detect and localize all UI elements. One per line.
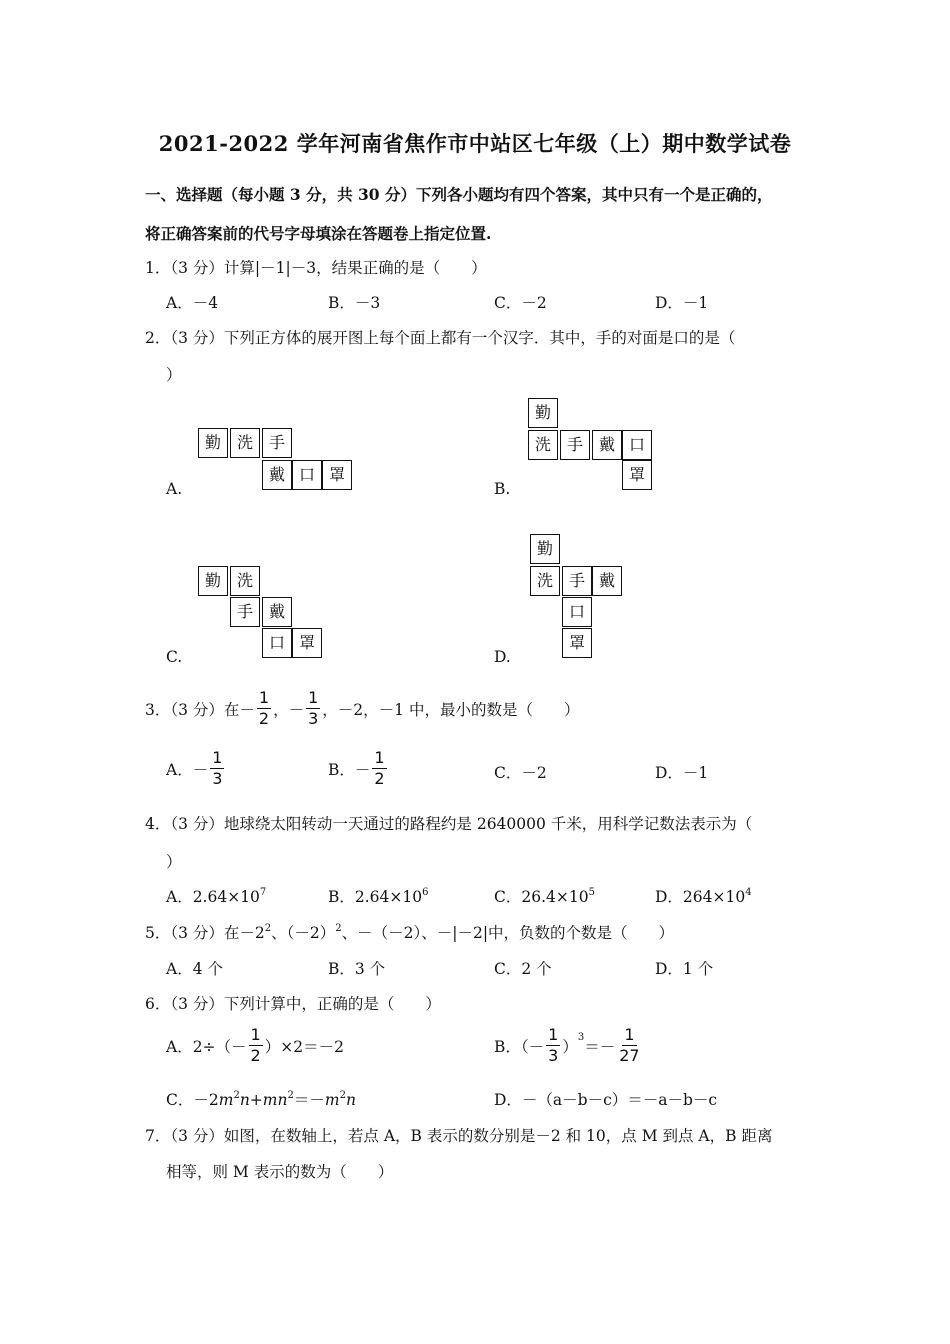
question-5-stem: [145, 921, 674, 943]
question-1-stem: 1．（3 分）计算|－1|－3，结果正确的是（ ）: [145, 259, 487, 277]
q6-c-m1: m: [218, 1091, 234, 1109]
q4-a-base: A．2.64×10: [166, 888, 260, 906]
q4-option-a[interactable]: [166, 885, 266, 907]
q6-option-c[interactable]: [166, 1088, 356, 1110]
q3-prefix: 3．（3 分）在－: [145, 700, 255, 719]
question-7-stem-line2: 相等，则 M 表示的数为（ ）: [166, 1163, 394, 1181]
net-d-cell-kou: 口: [562, 597, 592, 627]
net-d-cell-xi: 洗: [530, 566, 560, 596]
section-instruction-line1: 一、选择题（每小题 3 分，共 30 分）下列各小题均有四个答案，其中只有一个是正确的，: [145, 185, 773, 204]
q5-s2: 、（－2）: [271, 924, 336, 942]
q3-option-c[interactable]: C．－2: [494, 764, 547, 782]
net-c-cell-dai: 戴: [262, 597, 292, 627]
q6-c-m2: mn: [262, 1091, 288, 1109]
q6-c-e2: 2: [287, 1089, 294, 1101]
question-4-stem-line2: ）: [166, 853, 182, 871]
q6-a-pre: A．2÷（－: [166, 1037, 247, 1056]
q6-c-plus: +: [249, 1091, 263, 1109]
q3-b-label: B．－: [328, 760, 371, 779]
q6-a-post: ）×2＝－2: [264, 1037, 344, 1056]
q5-s3: 、－（－2）、－|－2|中，负数的个数是（ ）: [341, 924, 675, 942]
q6-b-eq: ＝－: [584, 1037, 616, 1056]
q5-option-d[interactable]: D．1 个: [655, 960, 714, 978]
q4-option-d[interactable]: [655, 885, 752, 907]
q4-c-exp: 5: [588, 886, 595, 898]
q3-fraction-2: [306, 688, 320, 729]
net-c-cell-xi: 洗: [230, 566, 260, 596]
question-2-stem-line2: ）: [166, 366, 182, 384]
q3-b-numerator: 1: [374, 748, 385, 767]
q6-option-d[interactable]: D．－（a－b－c）＝－a－b－c: [494, 1091, 718, 1109]
question-4-stem-line1: 4．（3 分）地球绕太阳转动一天通过的路程约是 2640000 千米，用科学记数法表示为（: [145, 815, 753, 833]
net-d-cell-shou: 手: [562, 566, 592, 596]
q6-c-n3: n: [345, 1091, 356, 1109]
q3-f1-denominator: 2: [258, 709, 270, 728]
q6-b-denominator: 3: [548, 1046, 559, 1065]
q3-fraction-1: [257, 688, 271, 729]
q6-b-result-denominator: 27: [619, 1046, 640, 1065]
q4-c-base: C．26.4×10: [494, 888, 589, 906]
q6-b-result-fraction: [617, 1025, 641, 1066]
net-d-cell-dai: 戴: [592, 566, 622, 596]
q3-option-b[interactable]: [328, 748, 389, 789]
q3-sep1: ，－: [273, 700, 305, 719]
q5-e2: 2: [335, 922, 342, 934]
q6-a-numerator: 1: [250, 1025, 261, 1044]
q2-option-b[interactable]: B.: [494, 480, 511, 498]
q5-e1: 2: [264, 922, 272, 934]
q6-c-n1: n: [239, 1091, 250, 1109]
q3-a-label: A．－: [166, 760, 209, 779]
q6-a-fraction: [249, 1025, 263, 1066]
q4-a-exp: 7: [259, 886, 267, 898]
q2-option-d[interactable]: D.: [494, 648, 511, 666]
net-d-cell-qin: 勤: [530, 534, 560, 564]
net-b-cell-zhao: 罩: [622, 460, 652, 490]
q6-c-m3: m: [324, 1091, 340, 1109]
net-b-cell-xi: 洗: [528, 430, 558, 460]
q6-b-numerator: 1: [548, 1025, 559, 1044]
q3-f2-denominator: 3: [308, 709, 319, 728]
q3-a-numerator: 1: [212, 748, 223, 767]
q6-c-eq: ＝－: [293, 1091, 325, 1109]
net-a-cell-zhao: 罩: [322, 460, 352, 490]
q1-option-a[interactable]: A．－4: [166, 294, 219, 312]
net-a-cell-dai: 戴: [262, 460, 292, 490]
q6-c-e3: 2: [339, 1089, 346, 1101]
question-7-stem-line1: 7．（3 分）如图，在数轴上，若点 A，B 表示的数分别是－2 和 10，点 M 到点 A，B 距离: [145, 1127, 773, 1145]
net-c-cell-kou: 口: [262, 628, 292, 658]
page-title: 2021-2022 学年河南省焦作市中站区七年级（上）期中数学试卷: [158, 131, 792, 156]
q6-a-denominator: 2: [250, 1046, 261, 1065]
q6-option-b[interactable]: [494, 1025, 644, 1066]
net-a-cell-kou: 口: [292, 460, 322, 490]
net-c-cell-zhao: 罩: [292, 628, 322, 658]
net-c-cell-shou: 手: [230, 597, 260, 627]
q3-option-a[interactable]: [166, 748, 226, 789]
q4-d-exp: 4: [745, 886, 752, 898]
q3-a-denominator: 3: [212, 769, 223, 788]
q3-b-denominator: 2: [374, 769, 385, 788]
net-a-cell-qin: 勤: [198, 428, 228, 458]
q5-s1: 5．（3 分）在－2: [145, 924, 265, 942]
net-d-cell-zhao: 罩: [562, 628, 592, 658]
q5-option-c[interactable]: C．2 个: [494, 960, 552, 978]
q3-rest: ，－2，－1 中，最小的数是（ ）: [322, 700, 580, 719]
net-b-cell-dai: 戴: [592, 430, 622, 460]
q2-option-a[interactable]: A.: [166, 480, 183, 498]
q6-b-pre: B．（－: [494, 1037, 545, 1056]
net-b-cell-kou: 口: [622, 430, 652, 460]
q1-option-b[interactable]: B．－3: [328, 294, 381, 312]
q6-c-e1: 2: [233, 1089, 240, 1101]
question-3-stem: [145, 688, 579, 729]
question-2-stem-line1: 2．（3 分）下列正方体的展开图上每个面上都有一个汉字．其中，手的对面是口的是（: [145, 329, 736, 347]
q3-f2-numerator: 1: [308, 688, 319, 707]
question-6-stem: 6．（3 分）下列计算中，正确的是（ ）: [145, 995, 441, 1013]
q1-option-c[interactable]: C．－2: [494, 294, 547, 312]
q3-b-fraction: [372, 748, 386, 789]
q4-b-exp: 6: [422, 886, 429, 898]
q6-b-fraction: [546, 1025, 560, 1066]
net-c-cell-qin: 勤: [198, 566, 228, 596]
q6-b-mid: ）: [562, 1037, 578, 1056]
q6-b-result-numerator: 1: [624, 1025, 635, 1044]
q4-d-base: D．264×10: [655, 888, 746, 906]
q1-option-d[interactable]: D．－1: [655, 294, 709, 312]
q6-option-a[interactable]: [166, 1025, 344, 1066]
net-b-cell-shou: 手: [560, 430, 590, 460]
section-instruction-line2: 将正确答案前的代号字母填涂在答题卷上指定位置.: [145, 224, 492, 243]
net-b-cell-qin: 勤: [528, 398, 558, 428]
q4-option-c[interactable]: [494, 885, 595, 907]
q4-option-b[interactable]: [328, 885, 429, 907]
q3-option-d[interactable]: D．－1: [655, 764, 709, 782]
q2-option-c[interactable]: C.: [166, 648, 183, 666]
net-a-cell-shou: 手: [262, 428, 292, 458]
q5-option-b[interactable]: B．3 个: [328, 960, 386, 978]
q6-c-pre: C．－2: [166, 1091, 219, 1109]
q5-option-a[interactable]: A．4 个: [166, 960, 223, 978]
q6-b-exp: 3: [577, 1032, 585, 1043]
q4-b-base: B．2.64×10: [328, 888, 423, 906]
q3-f1-numerator: 1: [258, 688, 270, 707]
net-a-cell-xi: 洗: [230, 428, 260, 458]
q3-a-fraction: [210, 748, 224, 789]
